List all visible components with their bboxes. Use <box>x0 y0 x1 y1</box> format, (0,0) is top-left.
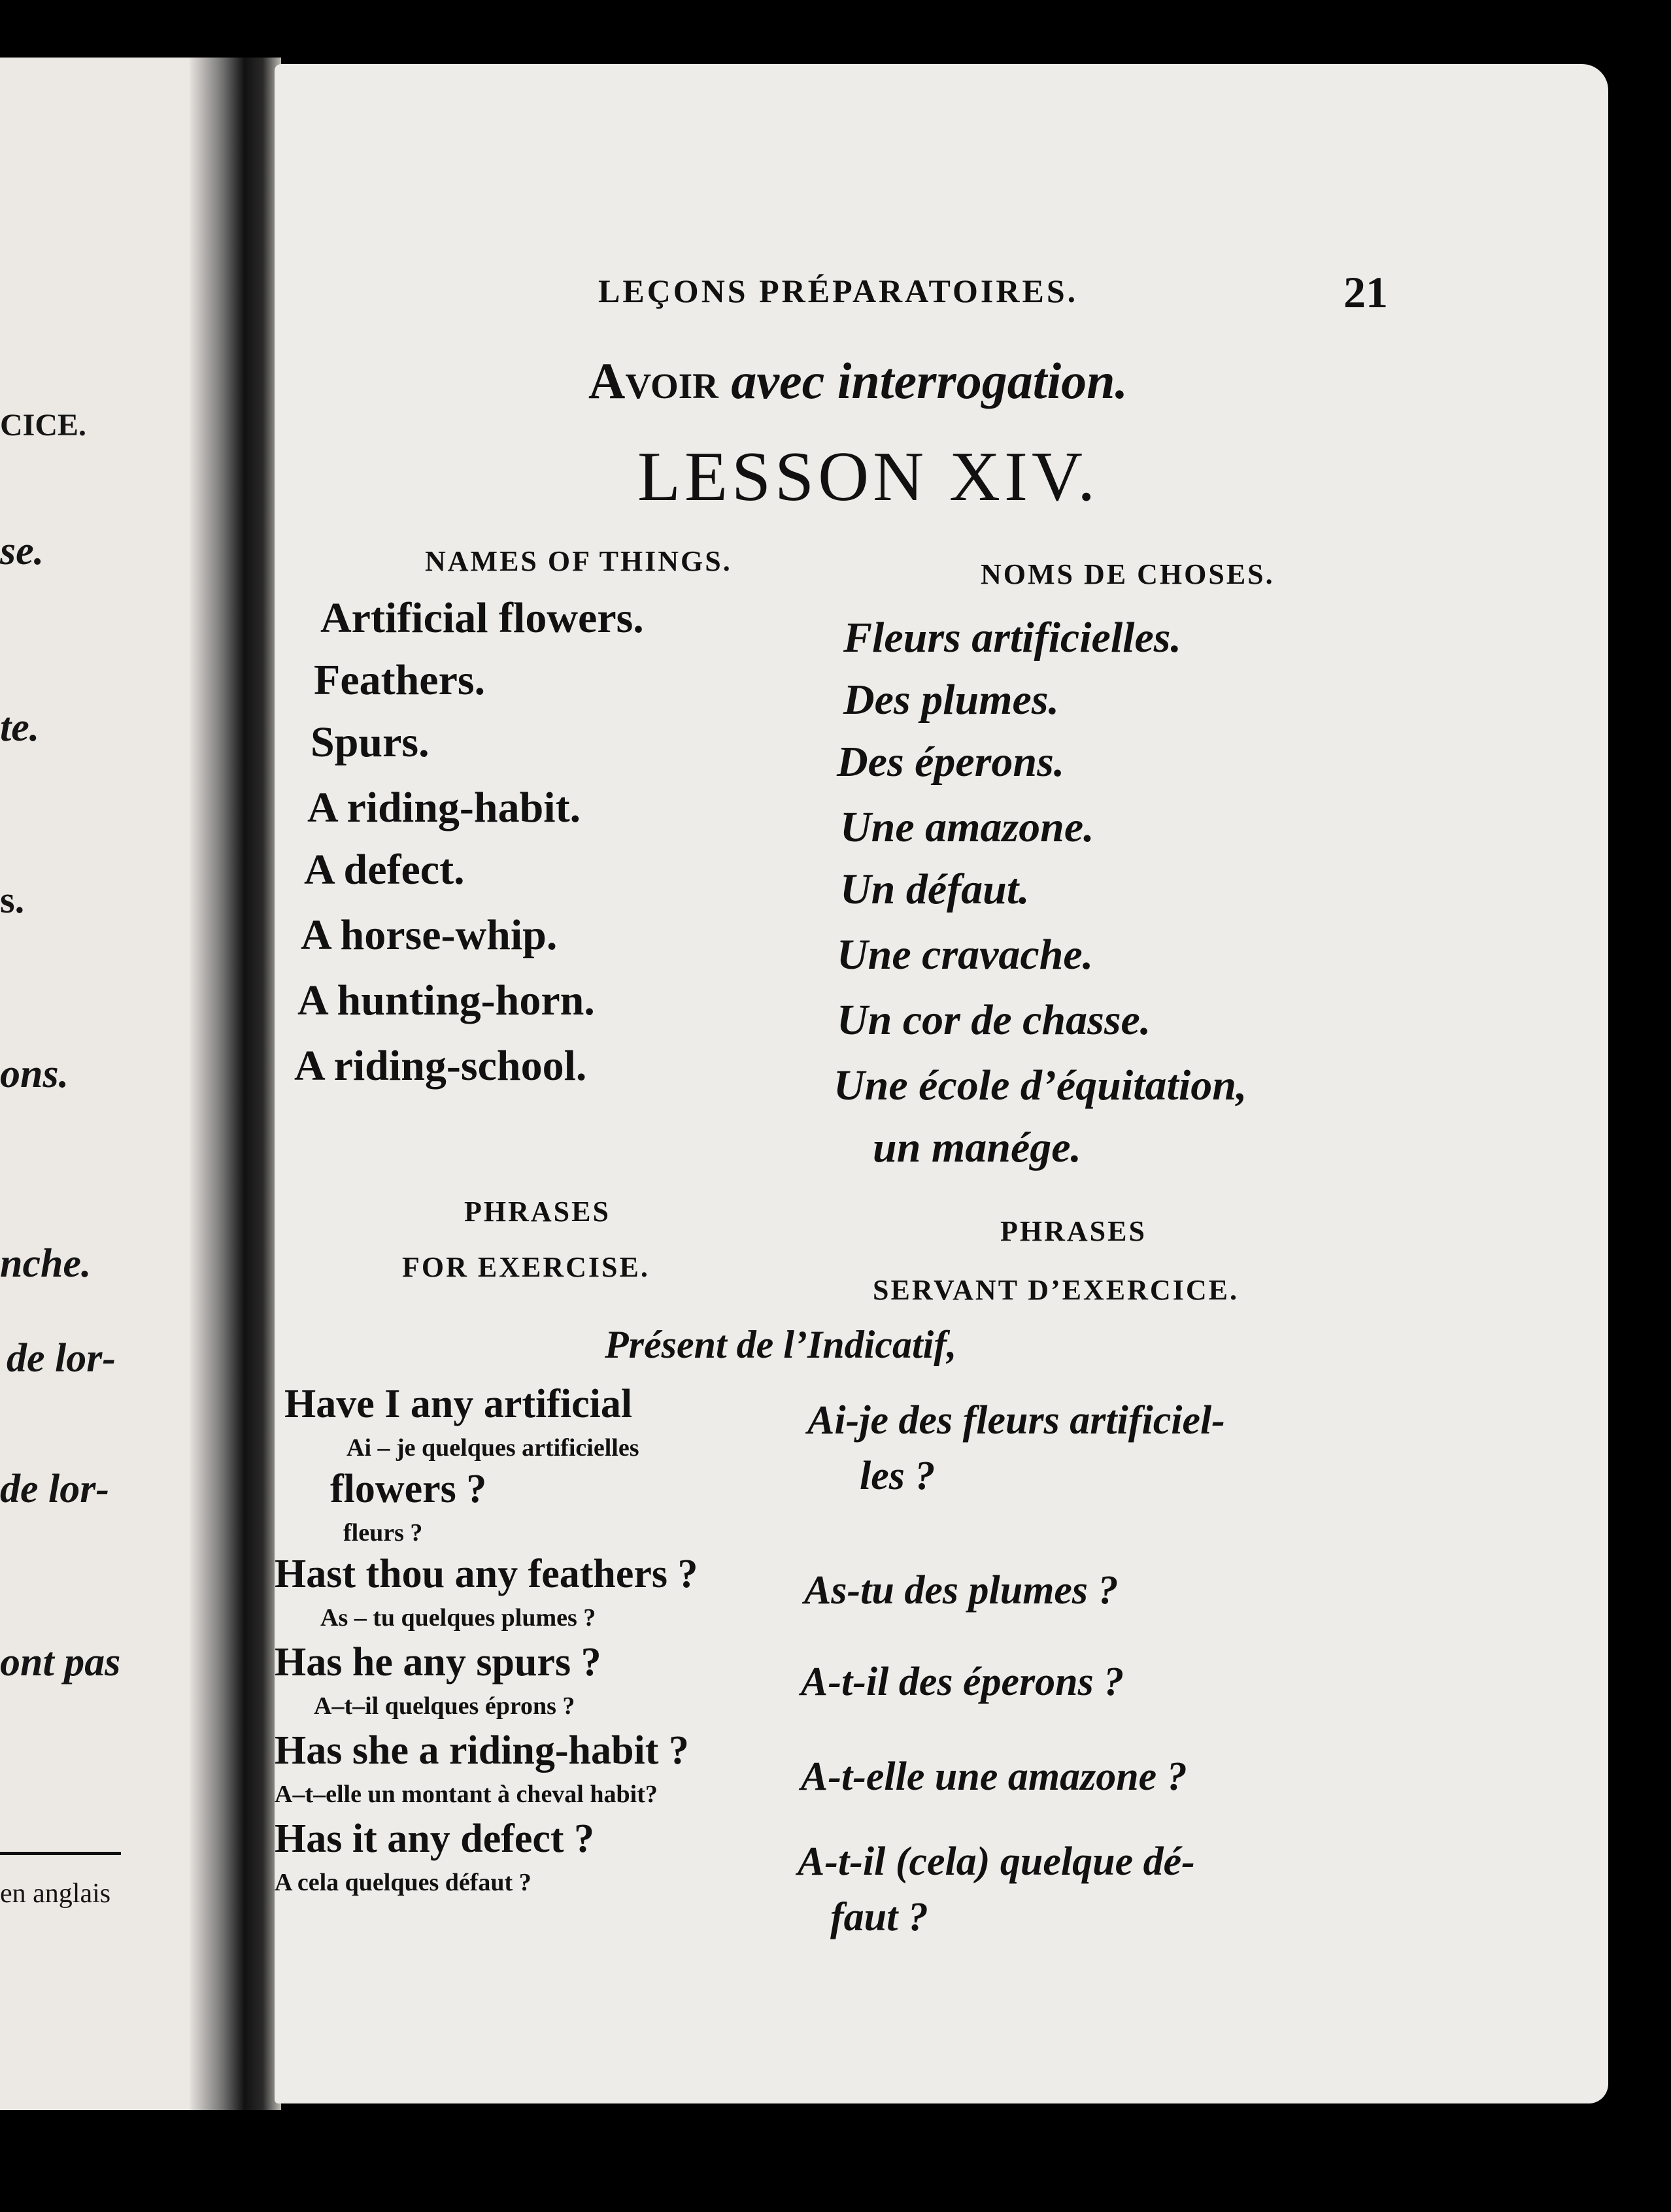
section-subtitle <box>588 352 1128 411</box>
question-fr: A-t-il des éperons ? <box>801 1660 1124 1704</box>
prev-fragment: nche. <box>0 1241 92 1286</box>
vocab-fr: un manége. <box>873 1124 1082 1171</box>
prev-fragment: ont pas <box>0 1640 121 1684</box>
vocab-fr: Un cor de chasse. <box>837 996 1151 1044</box>
prev-rule <box>0 1852 121 1855</box>
vocab-fr: Une amazone. <box>840 803 1094 851</box>
question-fr: A-t-il (cela) quelque dé- <box>798 1839 1195 1884</box>
subtitle-avoir: Avoir <box>588 352 718 409</box>
names-heading-en: NAMES OF THINGS. <box>425 545 732 577</box>
prev-fragment: de lor- <box>7 1336 116 1381</box>
page-number: 21 <box>1343 267 1388 317</box>
phrases-heading-fr: PHRASES <box>1000 1215 1147 1247</box>
names-heading-fr: NOMS DE CHOSES. <box>981 558 1275 590</box>
question-en: Has it any defect ? <box>275 1817 595 1861</box>
question-gloss: A–t–il quelques éprons ? <box>314 1692 575 1720</box>
question-gloss: Ai – je quelques artificielles <box>346 1434 639 1462</box>
vocab-fr: Une école d’équitation, <box>834 1062 1247 1109</box>
prev-fragment: s. <box>0 879 25 921</box>
tense-heading: Présent de l’Indicatif, <box>605 1323 957 1366</box>
prev-fragment: te. <box>0 705 40 750</box>
question-fr: A-t-elle une amazone ? <box>801 1754 1187 1799</box>
vocab-fr: Un défaut. <box>840 865 1030 913</box>
vocab-en: A riding-school. <box>294 1042 587 1090</box>
vocab-en: Artificial flowers. <box>320 594 644 642</box>
vocab-en: Spurs. <box>311 718 430 766</box>
question-fr: Ai-je des fleurs artificiel- <box>807 1398 1225 1443</box>
question-gloss: As – tu quelques plumes ? <box>320 1604 596 1632</box>
question-gloss: fleurs ? <box>343 1519 423 1547</box>
previous-page-edge <box>0 58 219 2110</box>
question-gloss: A cela quelques défaut ? <box>275 1869 532 1896</box>
question-fr: faut ? <box>830 1895 928 1939</box>
book-page <box>275 64 1608 2103</box>
vocab-fr: Des éperons. <box>837 738 1065 786</box>
vocab-fr: Fleurs artificielles. <box>843 614 1181 662</box>
prev-fragment: en anglais <box>0 1879 111 1909</box>
book-gutter <box>190 58 281 2110</box>
vocab-fr: Des plumes. <box>843 676 1059 724</box>
vocab-en: A defect. <box>304 846 465 894</box>
prev-fragment: CICE. <box>0 408 87 443</box>
question-en: Hast thou any feathers ? <box>275 1552 698 1596</box>
subtitle-rest: avec interrogation. <box>731 352 1128 409</box>
question-en: flowers ? <box>330 1467 487 1511</box>
question-en: Has he any spurs ? <box>275 1640 601 1684</box>
running-header: LEÇONS PRÉPARATOIRES. <box>598 273 1079 309</box>
question-fr: As-tu des plumes ? <box>804 1568 1119 1613</box>
prev-fragment: se. <box>0 529 44 573</box>
vocab-en: A riding-habit. <box>307 784 581 831</box>
vocab-fr: Une cravache. <box>837 931 1094 979</box>
vocab-en: Feathers. <box>314 656 486 704</box>
question-fr: les ? <box>860 1454 936 1498</box>
question-gloss: A–t–elle un montant à cheval habit? <box>275 1781 658 1808</box>
question-en: Has she a riding-habit ? <box>275 1728 689 1773</box>
phrases-heading-fr: SERVANT D’EXERCICE. <box>873 1274 1239 1306</box>
phrases-heading-en: PHRASES <box>464 1196 611 1228</box>
phrases-heading-en: FOR EXERCISE. <box>402 1251 650 1283</box>
lesson-title: LESSON XIV. <box>637 438 1100 516</box>
vocab-en: A hunting-horn. <box>297 977 595 1024</box>
question-en: Have I any artificial <box>284 1382 633 1426</box>
prev-fragment: ons. <box>0 1052 69 1096</box>
vocab-en: A horse-whip. <box>301 911 558 959</box>
prev-fragment: de lor- <box>0 1467 110 1511</box>
